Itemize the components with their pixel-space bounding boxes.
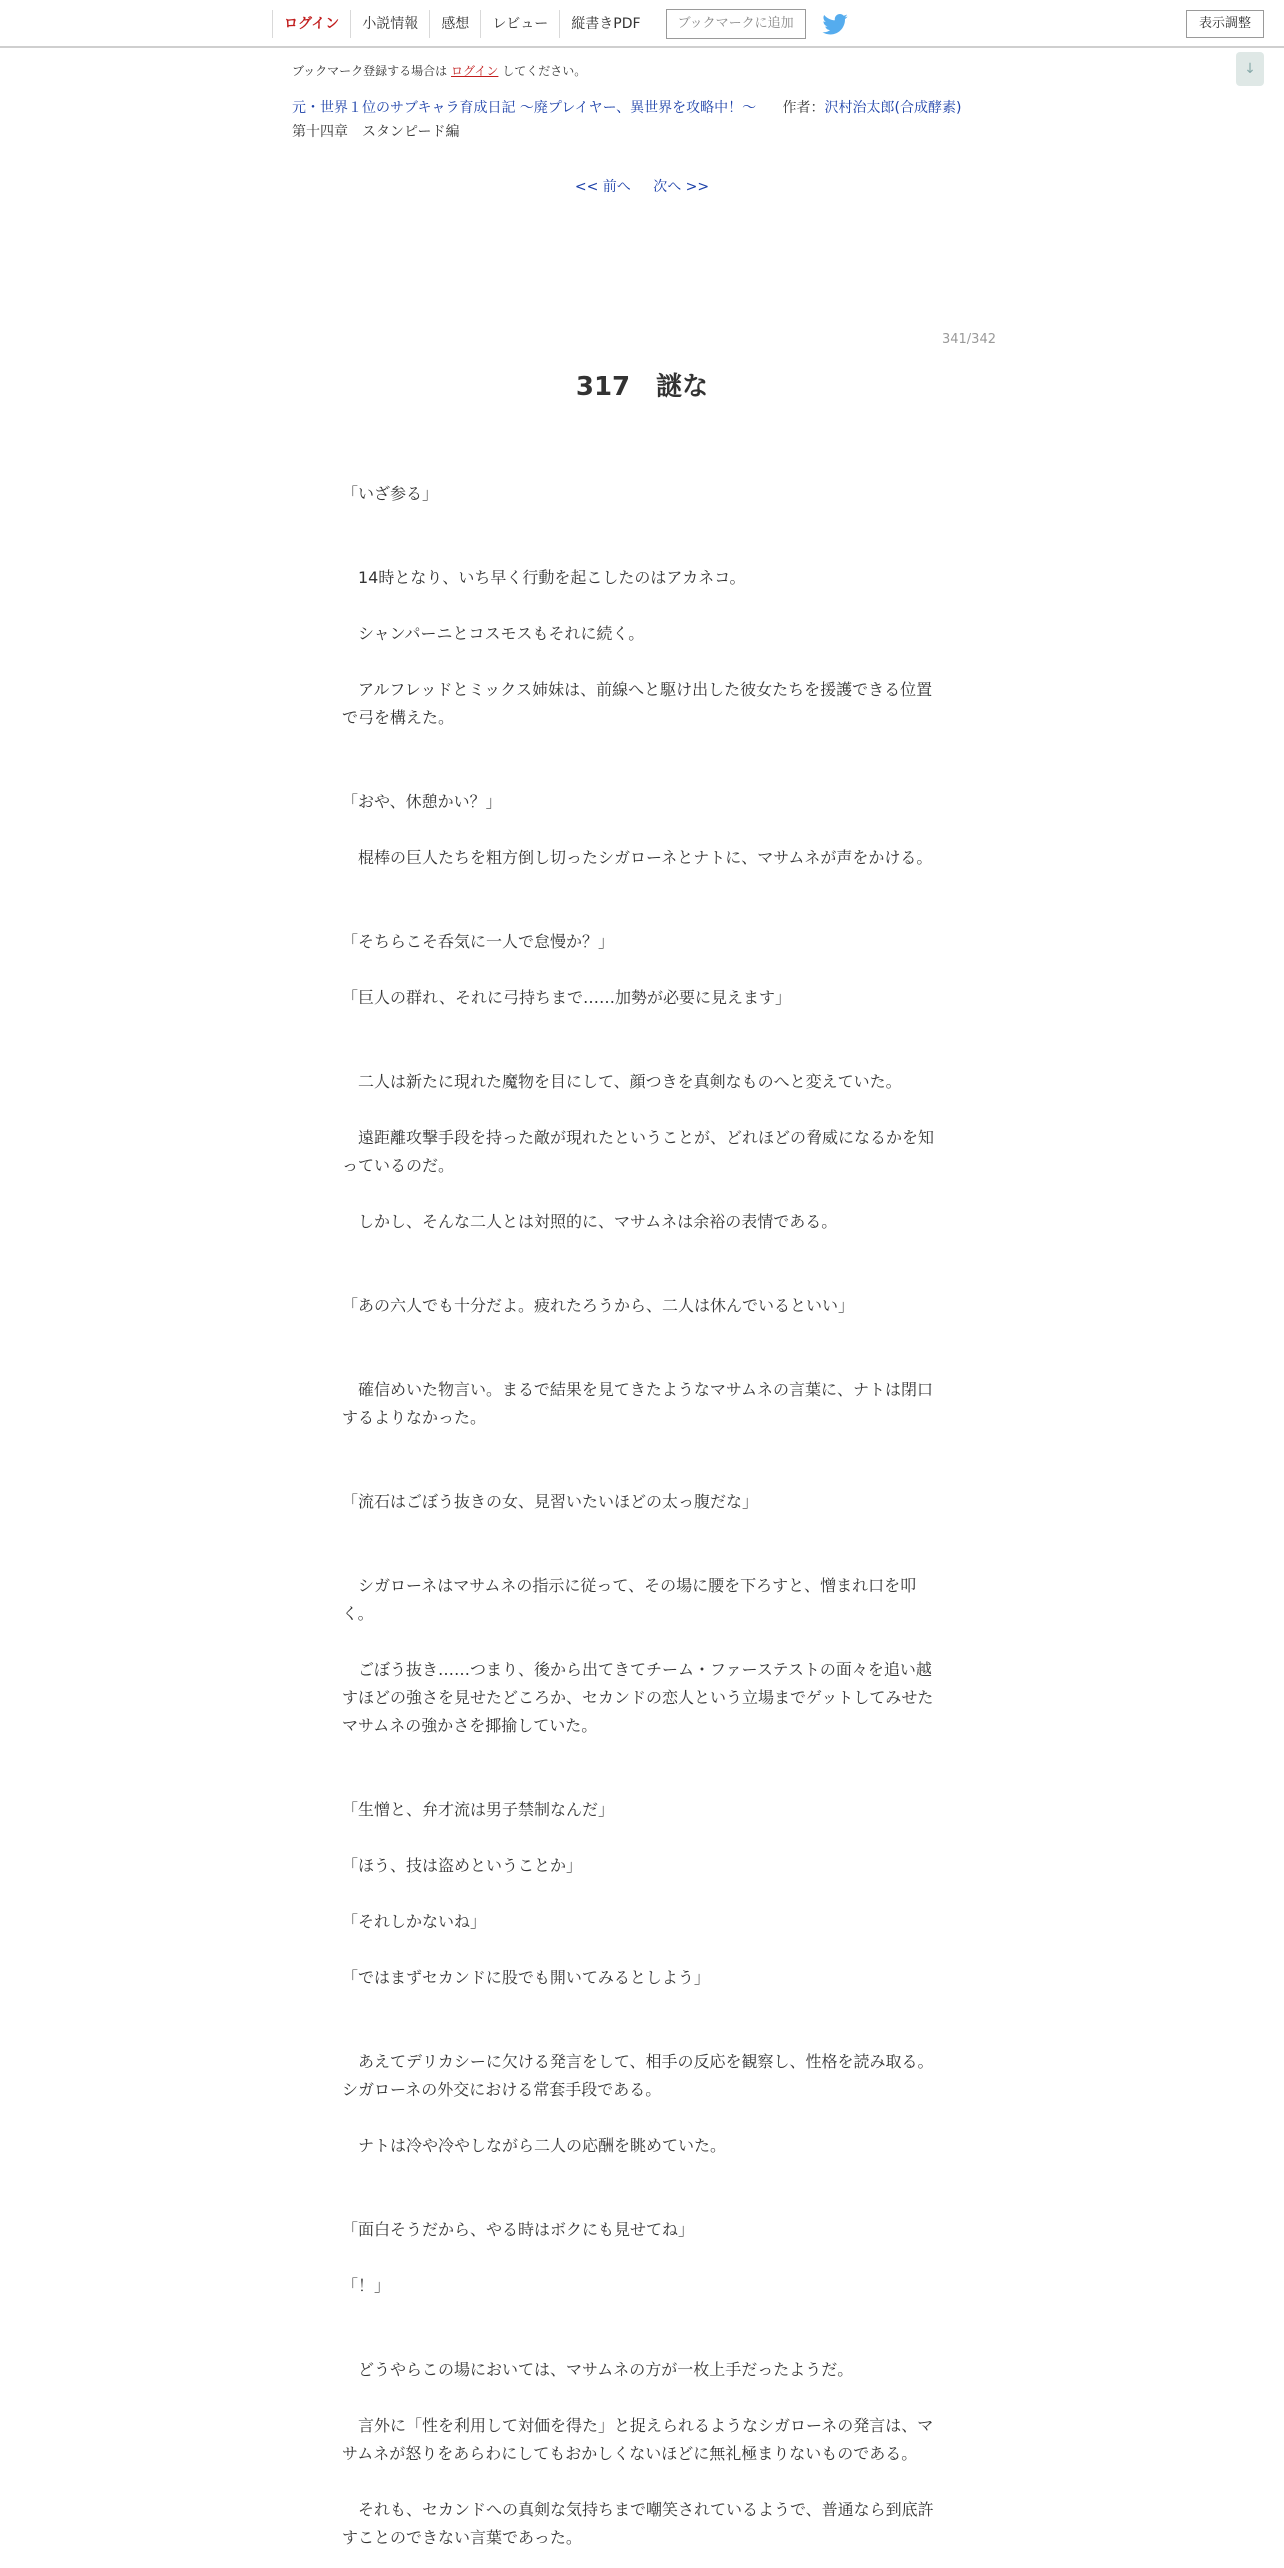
body-paragraph <box>342 1824 942 1852</box>
body-paragraph <box>342 1516 942 1544</box>
body-paragraph <box>342 1460 942 1488</box>
body-paragraph: アルフレッドとミックス姉妹は、前線へと駆け出した彼女たちを援護できる位置で弓を構えた。 <box>342 680 933 727</box>
body-paragraph: 「！」 <box>342 2276 391 2295</box>
episode-body <box>342 480 942 2552</box>
body-paragraph: どうやらこの場においては、マサムネの方が一枚上手だったようだ。 <box>342 2360 854 2379</box>
episode-count: 341/342 <box>941 332 996 347</box>
body-paragraph <box>342 1320 942 1348</box>
arrow-down-icon: ↓ <box>1244 61 1256 77</box>
body-paragraph <box>342 1740 942 1768</box>
body-paragraph <box>342 2104 942 2132</box>
body-paragraph: シガローネはマサムネの指示に従って、その場に腰を下ろすと、憎まれ口を叩く。 <box>342 1576 917 1623</box>
body-paragraph <box>342 592 942 620</box>
body-paragraph: 「そちらこそ呑気に一人で怠慢か？」 <box>342 932 615 951</box>
prev-episode-link[interactable]: << 前へ <box>574 179 631 195</box>
next-episode-link[interactable]: 次へ >> <box>653 179 710 195</box>
body-paragraph <box>342 2160 942 2188</box>
body-paragraph: 遠距離攻撃手段を持った敵が現れたということが、どれほどの脅威になるかを知っているのだ。 <box>342 1128 935 1175</box>
nav-vertical-pdf[interactable]: 縦書きPDF <box>559 10 651 38</box>
add-bookmark-button[interactable]: ブックマークに追加 <box>666 9 806 39</box>
body-paragraph: それも、セカンドへの真剣な気持ちまで嘲笑されているようで、普通なら到底許すことのできない言葉であった。 <box>342 2500 934 2547</box>
body-paragraph <box>342 816 942 844</box>
body-paragraph: 「生憎と、弁才流は男子禁制なんだ」 <box>342 1800 615 1819</box>
body-paragraph: 「流石はごぼう抜きの女、見習いたいほどの太っ腹だな」 <box>342 1492 759 1511</box>
body-paragraph <box>342 732 942 760</box>
novel-title-link[interactable]: 元・世界１位のサブキャラ育成日記 ～廃プレイヤー、異世界を攻略中！～ <box>292 100 757 116</box>
body-paragraph <box>342 872 942 900</box>
bookmark-note-prefix: ブックマーク登録する場合は <box>292 64 448 78</box>
twitter-icon[interactable] <box>822 13 848 35</box>
body-paragraph <box>342 1544 942 1572</box>
body-paragraph <box>342 1096 942 1124</box>
body-paragraph: しかし、そんな二人とは対照的に、マサムネは余裕の表情である。 <box>342 1212 838 1231</box>
body-paragraph: 14時となり、いち早く行動を起こしたのはアカネコ。 <box>342 568 746 587</box>
bookmark-note-login-link[interactable]: ログイン <box>451 64 499 78</box>
body-paragraph <box>342 508 942 536</box>
body-paragraph <box>342 2384 942 2412</box>
main-nav <box>272 10 848 38</box>
body-paragraph <box>342 1348 942 1376</box>
novel-info-line <box>292 97 961 117</box>
body-paragraph: 「いざ参る」 <box>342 484 439 503</box>
body-paragraph <box>342 1180 942 1208</box>
body-paragraph <box>342 1040 942 1068</box>
body-paragraph <box>342 1768 942 1796</box>
body-paragraph <box>342 1628 942 1656</box>
body-paragraph: 「それしかないね」 <box>342 1912 487 1931</box>
body-paragraph <box>342 2020 942 2048</box>
body-paragraph <box>342 760 942 788</box>
body-paragraph <box>342 1012 942 1040</box>
body-paragraph <box>342 1432 942 1460</box>
body-paragraph: 棍棒の巨人たちを粗方倒し切ったシガローネとナトに、マサムネが声をかける。 <box>342 848 933 867</box>
nav-review[interactable]: レビュー <box>480 10 559 38</box>
body-paragraph <box>342 1236 942 1264</box>
body-paragraph <box>342 1936 942 1964</box>
bookmark-note-suffix: してください。 <box>502 64 587 78</box>
body-paragraph: 「ではまずセカンドに股でも開いてみるとしよう」 <box>342 1968 710 1987</box>
body-paragraph <box>342 2328 942 2356</box>
body-paragraph: 「面白そうだから、やる時はボクにも見せてね」 <box>342 2220 695 2239</box>
body-paragraph <box>342 900 942 928</box>
body-paragraph <box>342 1880 942 1908</box>
body-paragraph: 「あの六人でも十分だよ。疲れたろうから、二人は休んでいるといい」 <box>342 1296 855 1315</box>
body-paragraph: 言外に「性を利用して対価を得た」と捉えられるようなシガローネの発言は、マサムネが怒りをあらわにしてもおかしくないほどに無礼極まりないものである。 <box>342 2416 934 2463</box>
body-paragraph <box>342 536 942 564</box>
body-paragraph: あえてデリカシーに欠ける発言をして、相手の反応を観察し、性格を読み取る。シガローネの外交における常套手段である。 <box>342 2052 934 2099</box>
nav-impressions[interactable]: 感想 <box>429 10 480 38</box>
body-paragraph: 「巨人の群れ、それに弓持ちまで……加勢が必要に見えます」 <box>342 988 791 1007</box>
body-paragraph <box>342 648 942 676</box>
body-paragraph: シャンパーニとコスモスもそれに続く。 <box>342 624 645 643</box>
scroll-down-button[interactable] <box>1236 52 1264 86</box>
body-paragraph: 「ほう、技は盗めということか」 <box>342 1856 583 1875</box>
body-paragraph: 二人は新たに現れた魔物を目にして、顔つきを真剣なものへと変えていた。 <box>342 1072 902 1091</box>
episode-pager <box>0 176 1284 196</box>
body-paragraph: ナトは冷や冷やしながら二人の応酬を眺めていた。 <box>342 2136 727 2155</box>
body-paragraph <box>342 956 942 984</box>
body-paragraph <box>342 1992 942 2020</box>
episode-title: 317 謎な <box>575 372 709 402</box>
bookmark-note <box>292 62 586 79</box>
author-label: 作者： <box>782 100 825 116</box>
body-paragraph <box>342 2244 942 2272</box>
body-paragraph <box>342 2468 942 2496</box>
top-navigation-bar <box>0 0 1284 48</box>
body-paragraph <box>342 2188 942 2216</box>
body-paragraph <box>342 1264 942 1292</box>
body-paragraph <box>342 2300 942 2328</box>
nav-novel-info[interactable]: 小説情報 <box>350 10 429 38</box>
body-paragraph: 確信めいた物言い。まるで結果を見てきたようなマサムネの言葉に、ナトは閉口するよりなかった。 <box>342 1380 934 1427</box>
body-paragraph: 「おや、休憩かい？」 <box>342 792 502 811</box>
nav-login[interactable]: ログイン <box>272 10 350 38</box>
body-paragraph: ごぼう抜き……つまり、後から出てきてチーム・ファーステストの面々を追い越すほどの強さを見せたどころか、セカンドの恋人という立場までゲットしてみせたマサムネの強かさを揶揄していた。 <box>342 1660 934 1735</box>
author-link[interactable]: 沢村治太郎(合成酵素) <box>824 100 962 116</box>
chapter-name: 第十四章 スタンピード編 <box>292 124 460 140</box>
display-settings-button[interactable]: 表示調整 <box>1186 10 1264 38</box>
